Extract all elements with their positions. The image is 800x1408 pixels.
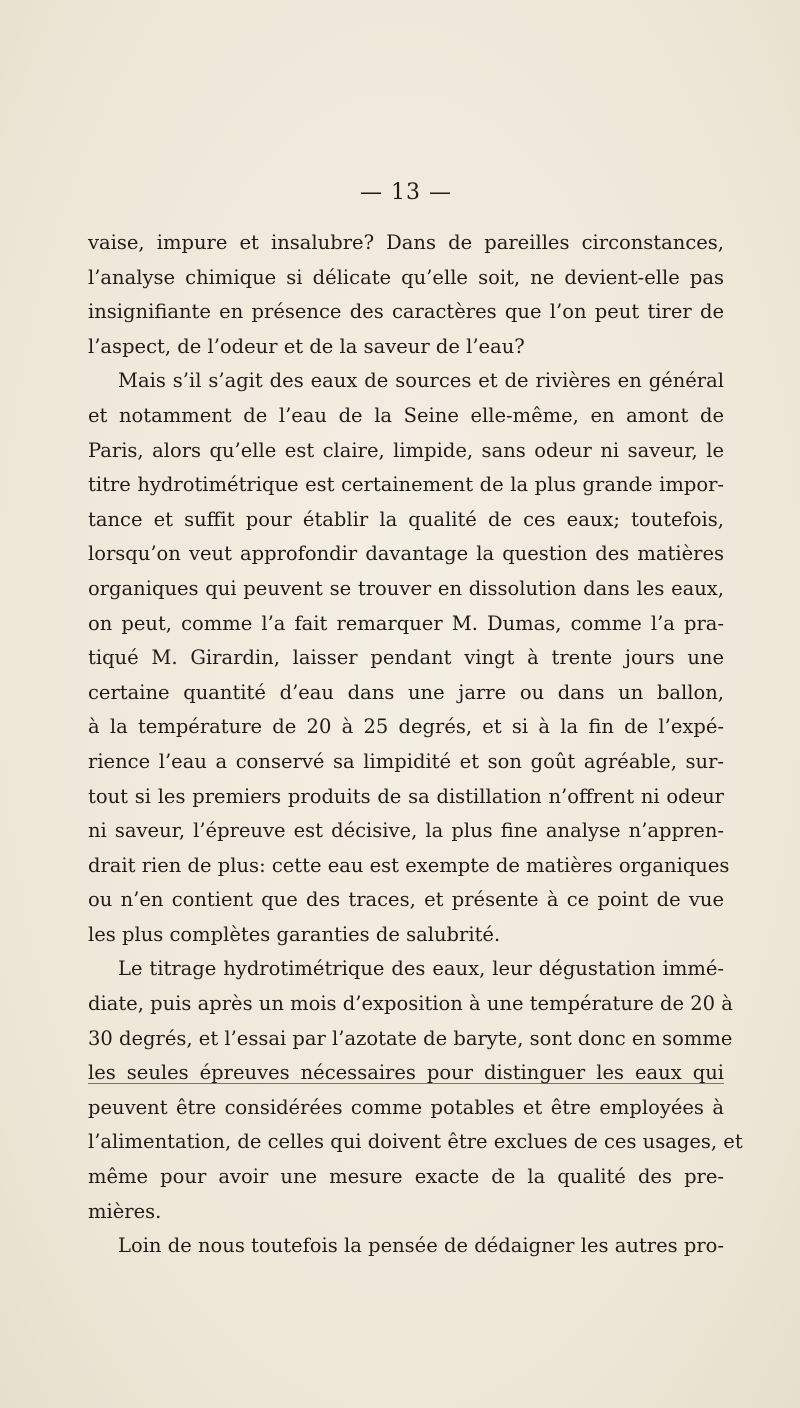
text-line: Mais s’il s’agit des eaux de sources et de rivières en général [118, 369, 724, 393]
text-line: tance et suffit pour établir la qualité de ces eaux; toutefois, [88, 507, 724, 531]
text-line: insignifiante en présence des caractères que l’on peut tirer de [88, 300, 724, 324]
text-line: à la température de 20 à 25 degrés, et si à la fin de l’expé- [88, 715, 724, 739]
text-line: Paris, alors qu’elle est claire, limpide, sans odeur ni saveur, le [88, 438, 724, 462]
text-line: tout si les premiers produits de sa distillation n’offrent ni odeur [88, 784, 724, 808]
text-line: on peut, comme l’a fait remarquer M. Dumas, comme l’a pra- [88, 611, 724, 635]
text-line: ni saveur, l’épreuve est décisive, la plus fine analyse n’appren- [88, 819, 724, 843]
text-line: Loin de nous toutefois la pensée de dédaigner les autres pro- [118, 1234, 724, 1258]
text-line: peuvent être considérées comme potables et être employées à [88, 1095, 724, 1119]
paragraph [88, 226, 724, 364]
text-line: l’aspect, de l’odeur et de la saveur de l’eau? [88, 334, 525, 358]
text-line: diate, puis après un mois d’exposition à une température de 20 à [88, 992, 733, 1016]
text-line-underlined: les seules épreuves nécessaires pour distinguer les eaux qui [88, 1061, 724, 1085]
text-line: vaise, impure et insalubre? Dans de pareilles circonstances, [88, 231, 724, 254]
text-line: lorsqu’on veut approfondir davantage la question des matières [88, 542, 724, 566]
text-line: titre hydrotimétrique est certainement de la plus grande impor- [88, 473, 724, 497]
text-line: mières. [88, 1199, 162, 1223]
paragraph [88, 1229, 724, 1264]
text-line: les plus complètes garanties de salubrité. [88, 922, 501, 946]
paragraph [88, 952, 743, 1229]
text-line: 30 degrés, et l’essai par l’azotate de baryte, sont donc en somme [88, 1026, 733, 1050]
text-line: drait rien de plus: cette eau est exempte de matières organiques [88, 853, 730, 877]
page-number: — 13 — [360, 180, 452, 205]
text-line: l’alimentation, de celles qui doivent être exclues de ces usages, et [88, 1130, 743, 1154]
text-line: certaine quantité d’eau dans une jarre ou dans un ballon, [88, 680, 724, 704]
text-line: Le titrage hydrotimétrique des eaux, leur dégustation immé- [118, 957, 724, 981]
body-text [88, 226, 743, 1264]
text-line: rience l’eau a conservé sa limpidité et son goût agréable, sur- [88, 749, 724, 773]
text-line: même pour avoir une mesure exacte de la qualité des pre- [88, 1165, 724, 1189]
text-line: organiques qui peuvent se trouver en dissolution dans les eaux, [88, 576, 724, 600]
text-line: et notamment de l’eau de la Seine elle-même, en amont de [88, 403, 724, 427]
paragraph [88, 364, 730, 952]
text-line: l’analyse chimique si délicate qu’elle soit, ne devient-elle pas [88, 265, 724, 289]
text-line: tiqué M. Girardin, laisser pendant vingt à trente jours une [88, 646, 724, 670]
text-line: ou n’en contient que des traces, et présente à ce point de vue [88, 888, 724, 912]
